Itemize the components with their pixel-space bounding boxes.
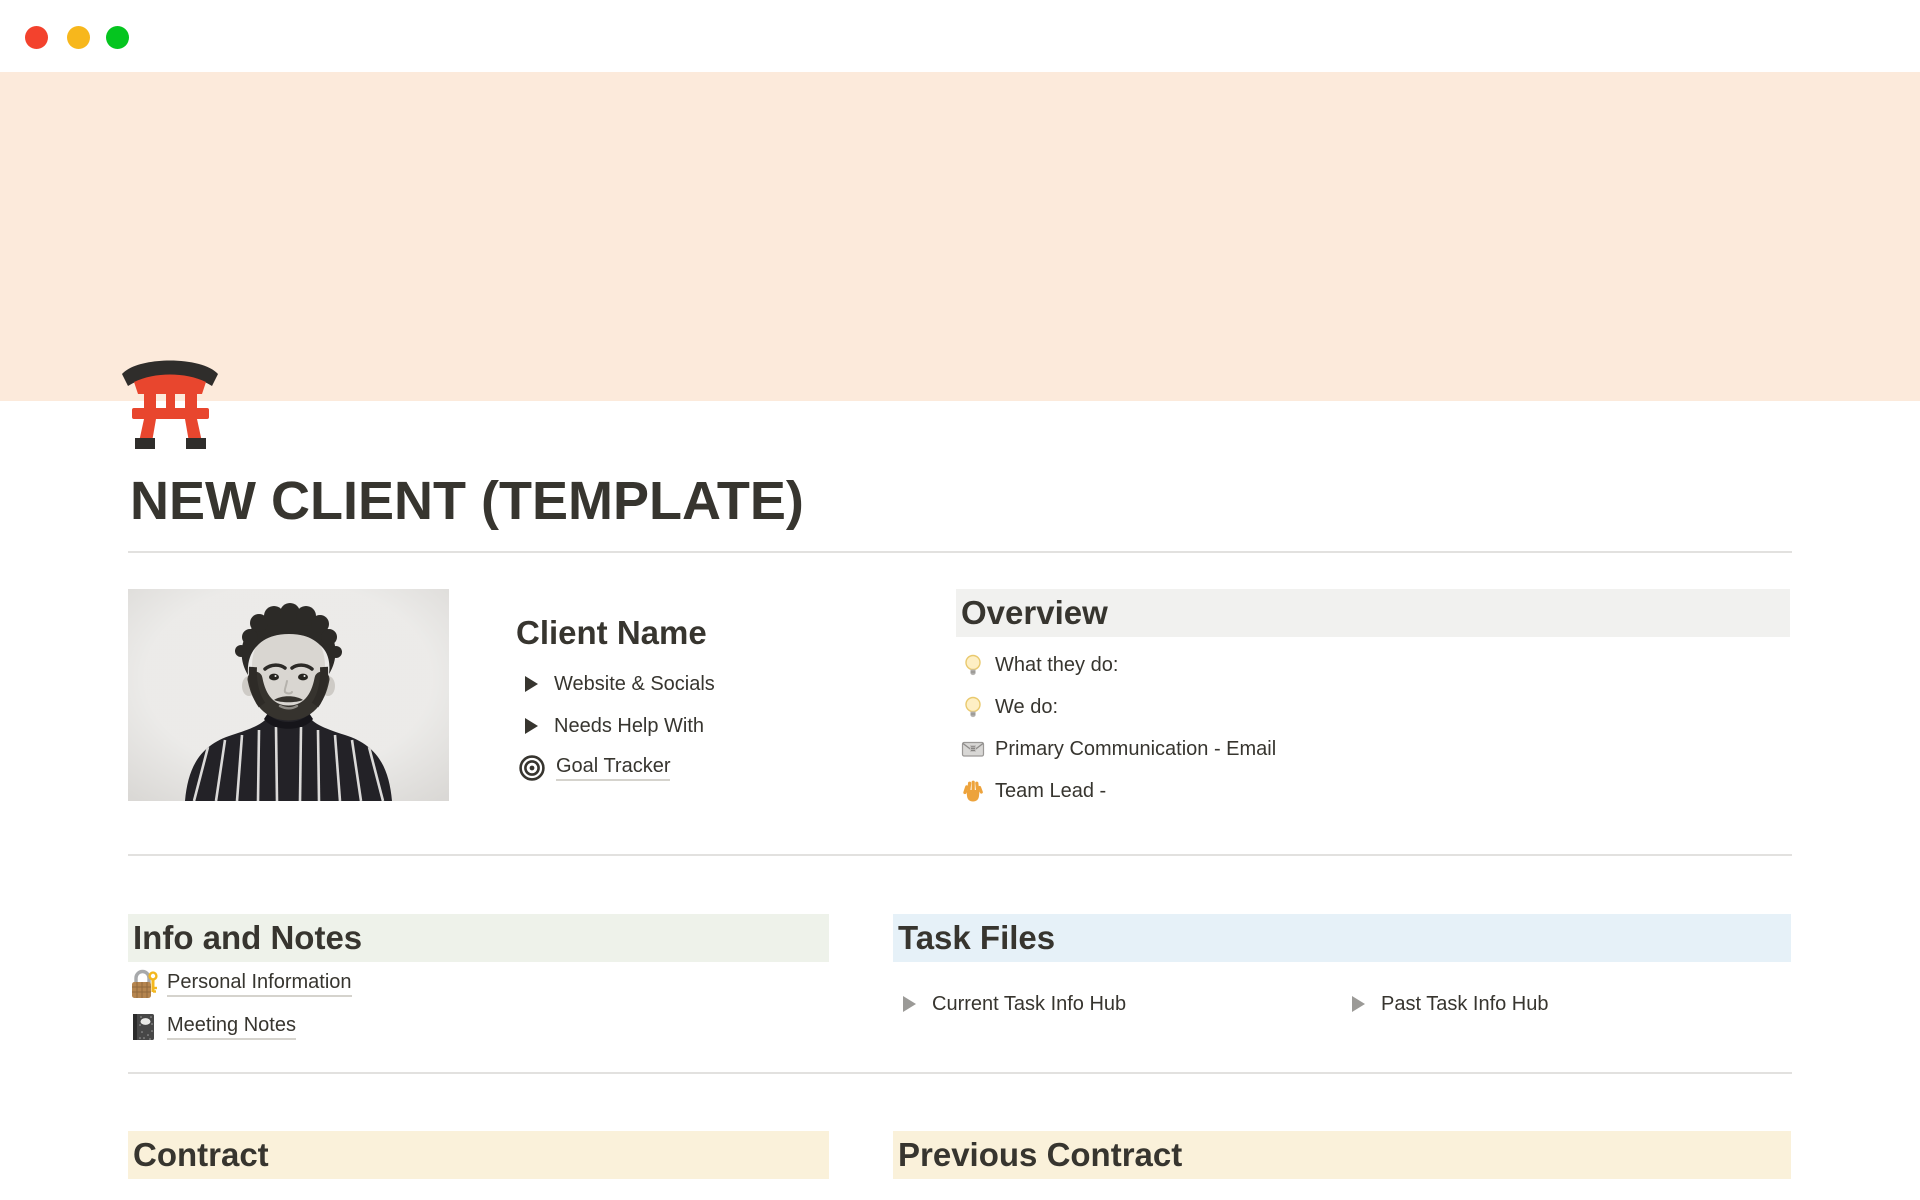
close-button[interactable] <box>25 26 48 49</box>
overview-item-text: What they do: <box>995 653 1119 676</box>
goal-tracker-link[interactable]: Goal Tracker <box>556 755 670 781</box>
toggle-triangle-icon[interactable] <box>1352 996 1365 1012</box>
overview-item[interactable] <box>956 686 1790 728</box>
target-icon <box>518 754 546 782</box>
toggle-triangle-icon[interactable] <box>903 996 916 1012</box>
notebook-icon <box>128 1011 158 1043</box>
divider <box>128 551 1792 553</box>
contract-heading[interactable]: Contract <box>128 1131 829 1179</box>
overview-item-text: Team Lead - <box>995 779 1107 802</box>
meeting-notes-link[interactable]: Meeting Notes <box>167 1014 296 1040</box>
overview-item-text: We do: <box>995 695 1058 718</box>
toggle-past-task-info-hub[interactable] <box>1342 983 1791 1025</box>
toggle-triangle-icon[interactable] <box>525 718 538 734</box>
divider <box>128 1072 1792 1074</box>
zoom-button[interactable] <box>106 26 129 49</box>
toggle-triangle-icon[interactable] <box>525 676 538 692</box>
client-name-heading[interactable]: Client Name <box>516 614 707 651</box>
client-photo[interactable] <box>128 589 449 801</box>
overview-item[interactable] <box>956 770 1790 812</box>
overview-item[interactable] <box>956 644 1790 686</box>
personal-information-row[interactable] <box>128 962 829 1005</box>
page-cover[interactable] <box>0 72 1920 401</box>
toggle-label: Website & Socials <box>554 672 715 695</box>
meeting-notes-row[interactable] <box>128 1005 829 1048</box>
lightbulb-icon <box>961 653 985 677</box>
lock-with-key-icon <box>128 968 158 1000</box>
toggle-website-socials[interactable] <box>516 663 889 705</box>
torii-gate-icon[interactable] <box>120 348 220 450</box>
info-and-notes-heading[interactable]: Info and Notes <box>128 914 829 962</box>
page-title[interactable]: NEW CLIENT (TEMPLATE) <box>130 471 804 531</box>
notion-page <box>0 72 1920 1182</box>
envelope-icon <box>961 737 985 761</box>
overview-heading[interactable]: Overview <box>956 589 1790 637</box>
toggle-label: Current Task Info Hub <box>932 992 1127 1015</box>
toggle-current-task-info-hub[interactable] <box>893 983 1342 1025</box>
personal-information-link[interactable]: Personal Information <box>167 971 352 997</box>
toggle-label: Past Task Info Hub <box>1381 992 1549 1015</box>
raised-hand-icon <box>961 779 985 803</box>
overview-item[interactable] <box>956 728 1790 770</box>
divider <box>128 854 1792 856</box>
lightbulb-icon <box>961 695 985 719</box>
minimize-button[interactable] <box>67 26 90 49</box>
goal-tracker-row[interactable] <box>516 747 889 789</box>
window-titlebar <box>0 0 1920 72</box>
toggle-label: Needs Help With <box>554 714 705 737</box>
toggle-needs-help-with[interactable] <box>516 705 889 747</box>
overview-item-text: Primary Communication - Email <box>995 737 1277 760</box>
previous-contract-heading[interactable]: Previous Contract <box>893 1131 1791 1179</box>
task-files-heading[interactable]: Task Files <box>893 914 1791 962</box>
